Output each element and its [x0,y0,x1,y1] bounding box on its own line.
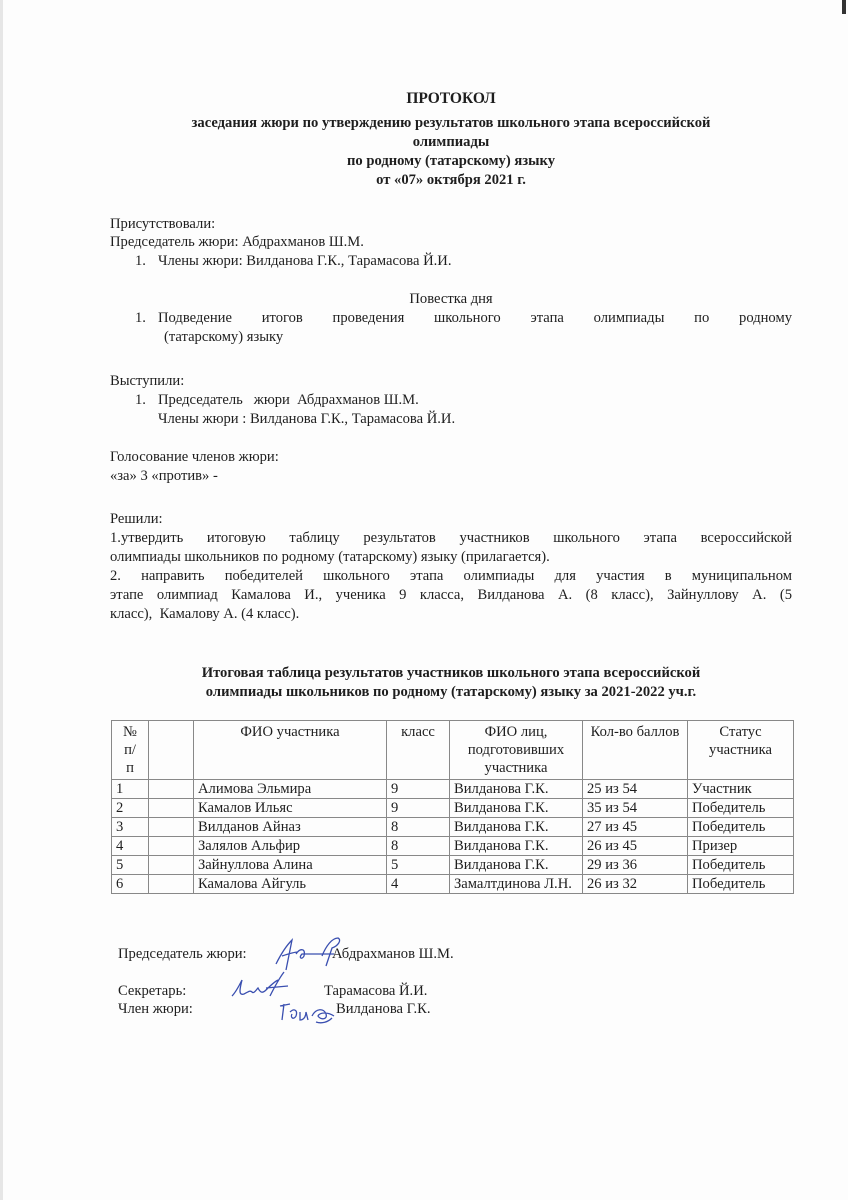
decision-p1-line2: олимпиады школьников по родному (татарскому) языку (прилагается). [110,549,550,565]
participant-score: 25 из 54 [583,780,688,799]
teacher-name: Вилданова Г.К. [450,837,583,856]
teacher-name: Замалтдинова Л.Н. [450,875,583,894]
teacher-name: Вилданова Г.К. [450,818,583,837]
row-number: 1 [112,780,149,799]
table-row [112,875,794,894]
table-row [112,780,794,799]
document-subtitle-line1: заседания жюри по утверждению результатов школьного этапа всероссийской [191,115,711,131]
table-title-line2: олимпиады школьников по родному (татарскому) языку за 2021-2022 уч.г. [205,684,697,700]
header-score: Кол-во баллов [583,721,688,780]
participant-status: Победитель [688,799,794,818]
participant-name: Зайнуллова Алина [194,856,387,875]
chair-signature-name: Абдрахманов Ш.М. [332,946,454,962]
participant-status: Призер [688,837,794,856]
header-status: Статус участника [688,721,794,780]
participant-grade: 9 [387,799,450,818]
participant-grade: 9 [387,780,450,799]
scan-corner-mark [842,0,846,14]
participant-name: Алимова Эльмира [194,780,387,799]
speakers-item-num: 1. [135,392,146,408]
member-signature-label: Член жюри: [118,1001,193,1017]
agenda-item-num: 1. [135,310,146,326]
teacher-name: Вилданова Г.К. [450,799,583,818]
decision-p2-line3: класс), Камалову А. (4 класс). [110,606,300,622]
results-table [111,720,794,894]
participant-grade: 8 [387,837,450,856]
participant-name: Камалов Ильяс [194,799,387,818]
attendance-chair: Председатель жюри: Абдрахманов Ш.М. [110,234,364,250]
document-subtitle-line2: олимпиады [412,134,490,150]
document-title: ПРОТОКОЛ [406,90,496,107]
table-row [112,799,794,818]
voting-label: Голосование членов жюри: [110,449,279,465]
attendance-members-num: 1. [135,253,146,269]
scan-edge [0,0,3,1200]
row-blank [149,799,194,818]
row-blank [149,856,194,875]
secretary-signature-name: Тарамасова Й.И. [324,983,428,999]
table-row [112,856,794,875]
document-subtitle-line3: по родному (татарскому) языку [346,153,556,169]
row-number: 3 [112,818,149,837]
participant-grade: 8 [387,818,450,837]
table-row [112,818,794,837]
row-blank [149,780,194,799]
header-blank [149,721,194,780]
agenda-title: Повестка дня [409,291,493,307]
speakers-label: Выступили: [110,373,185,389]
participant-status: Участник [688,780,794,799]
decision-p2-line1: 2. направить победителей школьного этапа олимпиады для участия в муниципальном [110,568,792,584]
table-row [112,837,794,856]
speakers-line2: Члены жюри : Вилданова Г.К., Тарамасова Й.И. [158,411,456,427]
participant-status: Победитель [688,875,794,894]
attendance-members: Члены жюри: Вилданова Г.К., Тарамасова Й.И. [158,253,452,269]
speakers-line1: Председатель жюри Абдрахманов Ш.М. [158,392,419,408]
teacher-name: Вилданова Г.К. [450,780,583,799]
chair-signature-label: Председатель жюри: [118,946,247,962]
teacher-name: Вилданова Г.К. [450,856,583,875]
table-header-row [112,721,794,780]
agenda-item-line1: Подведение итогов проведения школьного этапа олимпиады по родному [158,310,792,326]
table-title-line1: Итоговая таблица результатов участников школьного этапа всероссийской [201,665,701,681]
agenda-item-line2: (татарскому) языку [164,329,284,345]
participant-status: Победитель [688,818,794,837]
participant-name: Камалова Айгуль [194,875,387,894]
attendance-label: Присутствовали: [110,216,216,232]
chair-handwritten-signature [272,934,352,974]
participant-score: 29 из 36 [583,856,688,875]
secretary-signature-label: Секретарь: [118,983,187,999]
participant-score: 35 из 54 [583,799,688,818]
row-blank [149,837,194,856]
participant-name: Залялов Альфир [194,837,387,856]
header-grade: класс [387,721,450,780]
member-signature-name: Вилданова Г.К. [336,1001,431,1017]
voting-result: «за» 3 «против» - [110,468,218,484]
participant-grade: 5 [387,856,450,875]
row-number: 6 [112,875,149,894]
row-number: 5 [112,856,149,875]
participant-status: Победитель [688,856,794,875]
document-date: от «07» октября 2021 г. [376,172,526,188]
participant-grade: 4 [387,875,450,894]
participant-score: 26 из 32 [583,875,688,894]
participant-score: 26 из 45 [583,837,688,856]
member-handwritten-signature [276,998,342,1026]
row-blank [149,875,194,894]
row-number: 4 [112,837,149,856]
decision-p2-line2: этапе олимпиад Камалова И., ученика 9 класса, Вилданова А. (8 класс), Зайнуллову А. (5 [110,587,792,603]
participant-name: Вилданов Айназ [194,818,387,837]
decision-p1-line1: 1.утвердить итоговую таблицу результатов участников школьного этапа всероссийской [110,530,792,546]
header-number: № п/ п [112,721,149,780]
participant-score: 27 из 45 [583,818,688,837]
row-blank [149,818,194,837]
header-teacher: ФИО лиц, подготовивших участника [450,721,583,780]
header-participant-name: ФИО участника [194,721,387,780]
row-number: 2 [112,799,149,818]
decision-label: Решили: [110,511,163,527]
